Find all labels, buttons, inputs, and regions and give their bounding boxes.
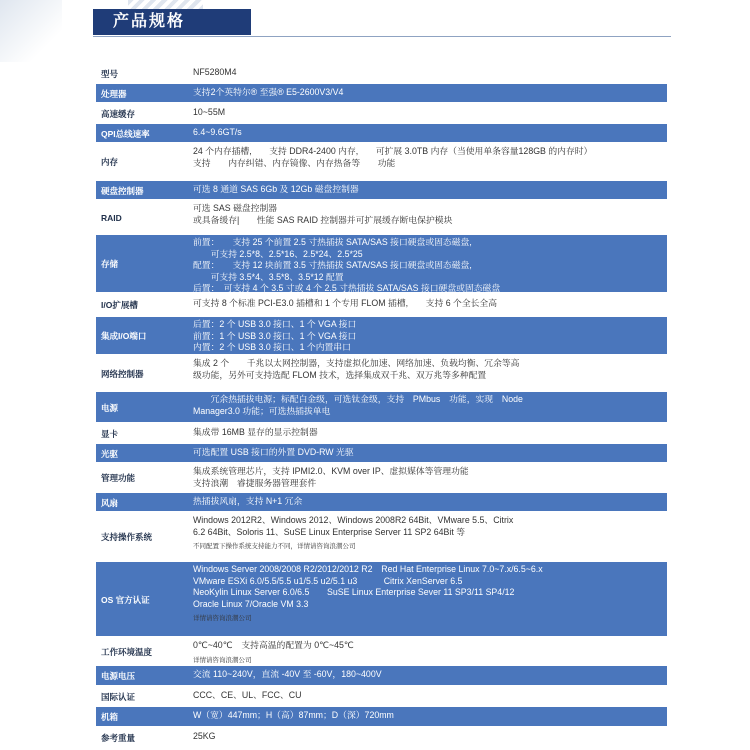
spec-row — [96, 728, 667, 746]
spec-value — [187, 707, 667, 726]
spec-value — [187, 84, 667, 102]
spec-value — [187, 444, 667, 462]
spec-value — [187, 392, 667, 422]
spec-value-line: 24 个内存插槽, 支持 DDR4-2400 内存, 可扩展 3.0TB 内存（当使用单条容量128GB 的内存时） — [193, 146, 593, 156]
spec-table — [96, 64, 667, 748]
spec-label: 电源 — [101, 403, 119, 413]
spec-value — [187, 64, 667, 82]
spec-row — [96, 124, 667, 142]
spec-label: QPI总线速率 — [101, 129, 150, 139]
spec-row — [96, 235, 667, 292]
spec-row — [96, 687, 667, 705]
spec-row — [96, 424, 667, 442]
spec-value — [187, 687, 667, 705]
spec-value-line: W（宽）447mm；H（高）87mm；D（深）720mm — [193, 710, 394, 720]
spec-value-line: 级功能，另外可支持选配 FLOM 技术，选择集成双千兆、双万兆等多种配置 — [193, 369, 487, 380]
spec-value-line: 后置：2 个 USB 3.0 接口、1 个 VGA 接口 — [193, 319, 357, 329]
spec-value-line: 支持2个英特尔® 至强® E5-2600V3/V4 — [193, 87, 344, 97]
spec-label: 硬盘控制器 — [101, 186, 144, 196]
spec-row — [96, 201, 667, 233]
header-divider — [93, 36, 671, 37]
spec-value — [187, 144, 667, 179]
spec-value — [187, 235, 667, 292]
spec-row — [96, 104, 667, 122]
spec-label: 支持操作系统 — [101, 532, 153, 542]
spec-value — [187, 638, 667, 664]
spec-row — [96, 181, 667, 199]
spec-label: 集成I/O端口 — [101, 331, 147, 341]
spec-row — [96, 144, 667, 179]
spec-row — [96, 493, 667, 511]
spec-value-line: 前置： 支持 25 个前置 2.5 寸热插拔 SATA/SAS 接口硬盘或固态磁盘, — [193, 237, 472, 247]
spec-row — [96, 356, 667, 390]
spec-label: 电源电压 — [101, 671, 136, 681]
spec-row — [96, 392, 667, 422]
spec-value — [187, 464, 667, 491]
spec-value-line: 可支持 2.5*8、2.5*16、2.5*24、2.5*25 — [193, 248, 363, 259]
spec-value — [187, 124, 667, 142]
spec-value-line: 0℃~40℃ 支持高温的配置为 0℃~45℃ — [193, 640, 354, 650]
spec-row — [96, 64, 667, 82]
spec-row — [96, 464, 667, 491]
spec-label: 参考重量 — [101, 733, 136, 743]
spec-label: 管理功能 — [101, 473, 136, 483]
spec-value — [187, 493, 667, 511]
spec-label: 高速缓存 — [101, 109, 136, 119]
spec-row — [96, 84, 667, 102]
spec-value-line: 热插拔风扇，支持 N+1 冗余 — [193, 496, 303, 506]
spec-label: 内存 — [101, 157, 119, 167]
spec-row — [96, 638, 667, 664]
spec-value — [187, 666, 667, 685]
spec-value-line: 集成 2 个 千兆以太网控制器，支持虚拟化加速、网络加速、负载均衡、冗余等高 — [193, 358, 520, 368]
page-title: 产品规格 — [113, 13, 186, 30]
spec-value-line: 可支持 8 个标准 PCI-E3.0 插槽和 1 个专用 FLOM 插槽, 支持 6 个全长全高 — [193, 298, 498, 308]
spec-note: 不同配置下操作系统支持能力不同，详情请咨询浪潮公司 — [193, 543, 356, 550]
spec-row — [96, 666, 667, 685]
spec-value-line: Windows Server 2008/2008 R2/2012/2012 R2 Red Hat Enterprise Linux 7.0~7.x/6.5~6.x — [193, 564, 543, 574]
spec-row — [96, 444, 667, 462]
spec-value-line: VMware ESXi 6.0/5.5/5.5 u1/5.5 u2/5.1 u3 Citrix XenServer 6.5 — [193, 575, 463, 586]
spec-value — [187, 513, 667, 560]
spec-value-line: 或具备缓存| 性能 SAS RAID 控制器并可扩展缓存断电保护模块 — [193, 214, 453, 225]
spec-label: 处理器 — [101, 89, 127, 99]
spec-value-line: NF5280M4 — [193, 67, 237, 77]
spec-value — [187, 356, 667, 390]
spec-label: 存储 — [101, 259, 119, 269]
spec-value — [187, 201, 667, 233]
spec-row — [96, 294, 667, 315]
spec-label: RAID — [101, 213, 122, 223]
spec-value-line: 集成系统管理芯片，支持 IPMI2.0、KVM over IP、虚拟媒体等管理功能 — [193, 466, 469, 476]
spec-row — [96, 317, 667, 354]
spec-label: 机箱 — [101, 712, 119, 722]
spec-value-line: 25KG — [193, 731, 216, 741]
spec-label: 显卡 — [101, 429, 119, 439]
spec-value-line: 后置： 可支持 4 个 3.5 寸或 4 个 2.5 寸热插拔 SATA/SAS 接口硬盘或固态磁盘 — [193, 283, 501, 292]
spec-value — [187, 104, 667, 122]
spec-value — [187, 424, 667, 442]
spec-value — [187, 294, 667, 315]
spec-value — [187, 181, 667, 199]
spec-label: I/O扩展槽 — [101, 300, 138, 310]
spec-label: 网络控制器 — [101, 369, 144, 379]
spec-value — [187, 317, 667, 354]
spec-value — [187, 562, 667, 636]
spec-value — [187, 728, 667, 746]
spec-label: OS 官方认证 — [101, 595, 150, 605]
corner-decoration — [0, 0, 62, 62]
spec-row — [96, 562, 667, 636]
spec-value-line: 前置：1 个 USB 3.0 接口、1 个 VGA 接口 — [193, 330, 357, 341]
spec-value-line: 配置： 支持 12 块前置 3.5 寸热插拔 SATA/SAS 接口硬盘或固态磁盘, — [193, 260, 472, 270]
spec-value-line: Windows 2012R2、Windows 2012、Windows 2008R2 64Bit、VMware 5.5、Citrix — [193, 515, 514, 525]
spec-value-line: 交流 110~240V，直流 -40V 至 -60V，180~400V — [193, 669, 382, 679]
spec-note: 详情请咨询浪潮公司 — [193, 615, 252, 622]
spec-value-line: 可选 SAS 磁盘控制器 — [193, 203, 278, 213]
spec-row — [96, 513, 667, 560]
spec-value-line: 集成带 16MB 显存的显示控制器 — [193, 427, 318, 437]
spec-value-line: CCC、CE、UL、FCC、CU — [193, 690, 302, 700]
spec-value-line: NeoKylin Linux Server 6.0/6.5 SuSE Linux Enterprise Sever 11 SP3/11 SP4/12 — [193, 587, 515, 597]
spec-value-line: 可选配置 USB 接口的外置 DVD-RW 光驱 — [193, 447, 354, 457]
spec-value-line: 支持 内存纠错、内存镜像、内存热备等 功能 — [193, 157, 396, 168]
row-gap — [96, 746, 667, 748]
spec-value-line: Manager3.0 功能；可选热插拔单电 — [193, 405, 331, 416]
spec-note: 详情请咨询浪潮公司 — [193, 656, 252, 664]
spec-label: 型号 — [101, 69, 119, 79]
spec-label: 风扇 — [101, 498, 119, 508]
spec-value-line: 6.4~9.6GT/s — [193, 127, 242, 137]
spec-label: 工作环境温度 — [101, 647, 153, 657]
spec-value-line: Oracle Linux 7/Oracle VM 3.3 — [193, 598, 309, 609]
spec-label: 国际认证 — [101, 692, 136, 702]
spec-value-line: 10~55M — [193, 107, 226, 117]
spec-value-line: 支持浪潮 睿捷服务器管理套件 — [193, 477, 317, 488]
spec-row — [96, 707, 667, 726]
spec-value-line: 冗余热插拔电源；标配白金级，可选钛金级，支持 PMbus 功能，实现 Node — [193, 394, 523, 404]
spec-value-line: 可选 8 通道 SAS 6Gb 及 12Gb 磁盘控制器 — [193, 184, 359, 194]
spec-value-line: 可支持 3.5*4、3.5*8、3.5*12 配置 — [193, 271, 344, 282]
spec-label: 光驱 — [101, 449, 119, 459]
spec-value-line: 6.2 64Bit、Soloris 11、SuSE Linux Enterprise Server 11 SP2 64Bit 等 — [193, 526, 466, 537]
spec-value-line: 内置：2 个 USB 3.0 接口、1 个内置串口 — [193, 342, 351, 352]
